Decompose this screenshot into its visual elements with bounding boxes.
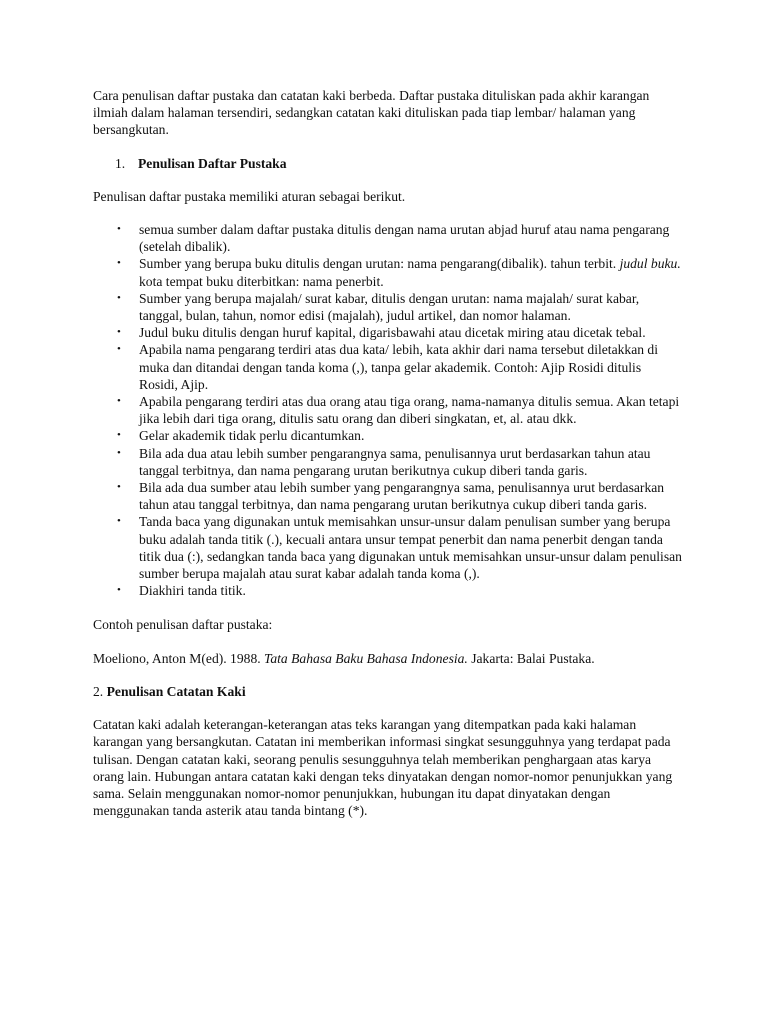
section-1-number: 1. <box>115 155 126 171</box>
list-item: • Sumber yang berupa majalah/ surat kabar, ditulis dengan urutan: nama majalah/ surat kabar, tanggal, bulan, tahun, nomor edisi (majalah), judul artikel, dan nomor halaman. <box>117 290 640 324</box>
example-label: Contoh penulisan daftar pustaka: <box>93 617 273 633</box>
bullet-icon: • <box>117 291 121 304</box>
list-item: • semua sumber dalam daftar pustaka ditulis dengan nama urutan abjad huruf atau nama pengarang (setelah dibalik). <box>117 222 670 255</box>
section-1-lead: Penulisan daftar pustaka memiliki aturan sebagai berikut. <box>93 188 406 204</box>
list-item: • Bila ada dua atau lebih sumber pengarangnya sama, penulisannya urut berdasarkan tahun atau tanggal terbitnya, dan nama pengarang urutan berikutnya cukup diberi tanda garis. <box>117 445 651 478</box>
list-item: • Apabila pengarang terdiri atas dua orang atau tiga orang, nama-namanya ditulis semua. Akan tetapi jika lebih dari tiga orang, ditulis satu orang dan diberi singkatan, et, al. atau dkk. <box>117 394 680 427</box>
italic-title: Tata Bahasa Baku Bahasa Indonesia. <box>264 650 468 666</box>
section-2-body: Catatan kaki adalah keterangan-keterangan atas teks karangan yang ditempatkan pada kaki halaman karangan yang bersangkutan. Catatan ini memberikan informasi singkat sesungguhnya yang terdapat pada tulisan. Dengan catatan kaki, seorang penulis sesungguhnya telah memberikan penghargaan atas karya orang lain. Hubungan antara catatan kaki dengan teks dinyatakan dengan nomor-nomor penunjukkan yang sama. Selain menggunakan nomor-nomor penunjukkan, hubungan itu dapat dinyatakan dengan menggunakan tanda asterik atau tanda bintang (*). <box>93 717 673 819</box>
list-item: • Tanda baca yang digunakan untuk memisahkan unsur-unsur dalam penulisan sumber yang berupa buku adalah tanda titik (.), kecuali antara unsur tempat penerbit dan nama penerbit dengan tanda titik dua (:), sedangkan tanda baca yang digunakan untuk memisahkan unsur-unsur dalam penulisan sumber berupa majalah atau surat kabar adalah tanda koma (,). <box>117 514 682 582</box>
bullet-icon: • <box>117 326 121 339</box>
section-2-heading <box>93 683 683 700</box>
bullet-icon: • <box>117 429 121 442</box>
bullet-icon: • <box>117 584 121 597</box>
list-item: • Bila ada dua sumber atau lebih sumber yang pengarangnya sama, penulisannya urut berdasarkan tahun atau tanggal terbitnya, dan nama pengarang urutan berikutnya cukup diberi tanda garis. <box>117 480 665 513</box>
italic-text: judul buku. <box>619 256 681 272</box>
document-body <box>93 87 683 835</box>
section-2-title: Penulisan Catatan Kaki <box>106 683 246 699</box>
list-item: • Diakhiri tanda titik. <box>117 583 246 599</box>
bullet-icon: • <box>117 515 121 528</box>
bullet-icon: • <box>117 343 121 356</box>
section-2-number: 2. <box>93 683 104 699</box>
section-1-title: Penulisan Daftar Pustaka <box>138 155 287 171</box>
list-item: • Apabila nama pengarang terdiri atas dua kata/ lebih, kata akhir dari nama tersebut diletakkan di muka dan ditandai dengan tanda koma (,), tanpa gelar akademik. Contoh: Ajip Rosidi ditulis Rosidi, Ajip. <box>117 342 658 392</box>
bullet-icon: • <box>117 446 121 459</box>
bullet-icon: • <box>117 481 121 494</box>
intro-paragraph: Cara penulisan daftar pustaka dan catatan kaki berbeda. Daftar pustaka dituliskan pada akhir karangan ilmiah dalam halaman tersendiri, sedangkan catatan kaki dituliskan pada tiap lembar/ halaman yang bersangkutan. <box>93 88 650 138</box>
section-1-heading <box>115 155 683 172</box>
list-item: • Gelar akademik tidak perlu dicantumkan. <box>117 428 365 444</box>
list-item: • Judul buku ditulis dengan huruf kapital, digarisbawahi atau dicetak miring atau dicetak tebal. <box>117 325 646 341</box>
bullet-icon: • <box>117 395 121 408</box>
bullet-icon: • <box>117 257 121 270</box>
rules-list <box>93 221 683 599</box>
bullet-icon: • <box>117 223 121 236</box>
list-item: • Sumber yang berupa buku ditulis dengan urutan: nama pengarang(dibalik). tahun terbit. judul buku. kota tempat buku diterbitkan: nama penerbit. <box>117 256 681 289</box>
example-reference: Moeliono, Anton M(ed). 1988. Tata Bahasa Baku Bahasa Indonesia. Jakarta: Balai Pustaka. <box>93 650 595 666</box>
